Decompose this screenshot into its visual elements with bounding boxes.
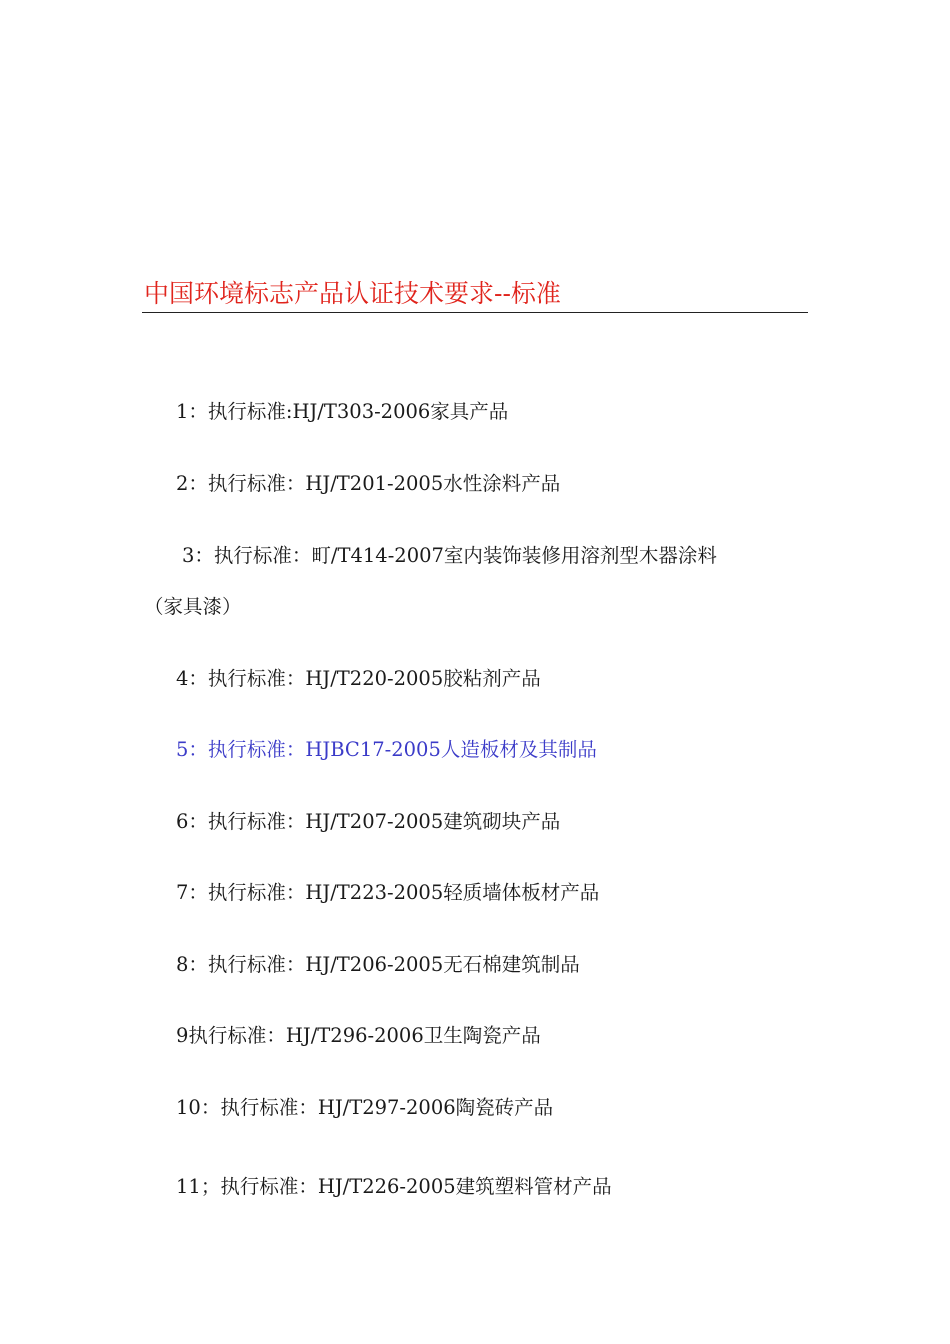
standard-item-6: 6：执行标准：HJ/T207-2005建筑砌块产品 xyxy=(176,810,561,833)
standard-item-1: 1：执行标准:HJ/T303-2006家具产品 xyxy=(176,400,509,423)
title-underline xyxy=(142,312,808,313)
standard-item-9: 9执行标准：HJ/T296-2006卫生陶瓷产品 xyxy=(176,1024,541,1047)
standard-item-5: 5：执行标准：HJBC17-2005人造板材及其制品 xyxy=(176,738,597,761)
standard-item-7: 7：执行标准：HJ/T223-2005轻质墙体板材产品 xyxy=(176,881,600,904)
standard-item-3: 3：执行标准：町/T414-2007室内装饰装修用溶剂型木器涂料 xyxy=(182,544,717,567)
standard-item-2: 2：执行标准：HJ/T201-2005水性涂料产品 xyxy=(176,472,561,495)
standard-item-10: 10：执行标准：HJ/T297-2006陶瓷砖产品 xyxy=(176,1096,554,1119)
standard-item-3-continuation: （家具漆） xyxy=(144,595,242,618)
document-title: 中国环境标志产品认证技术要求--标准 xyxy=(144,279,561,308)
standard-item-8: 8：执行标准：HJ/T206-2005无石棉建筑制品 xyxy=(176,953,580,976)
standard-item-11: 11；执行标准：HJ/T226-2005建筑塑料管材产品 xyxy=(176,1175,612,1198)
standard-item-4: 4：执行标准：HJ/T220-2005胶粘剂产品 xyxy=(176,667,541,690)
